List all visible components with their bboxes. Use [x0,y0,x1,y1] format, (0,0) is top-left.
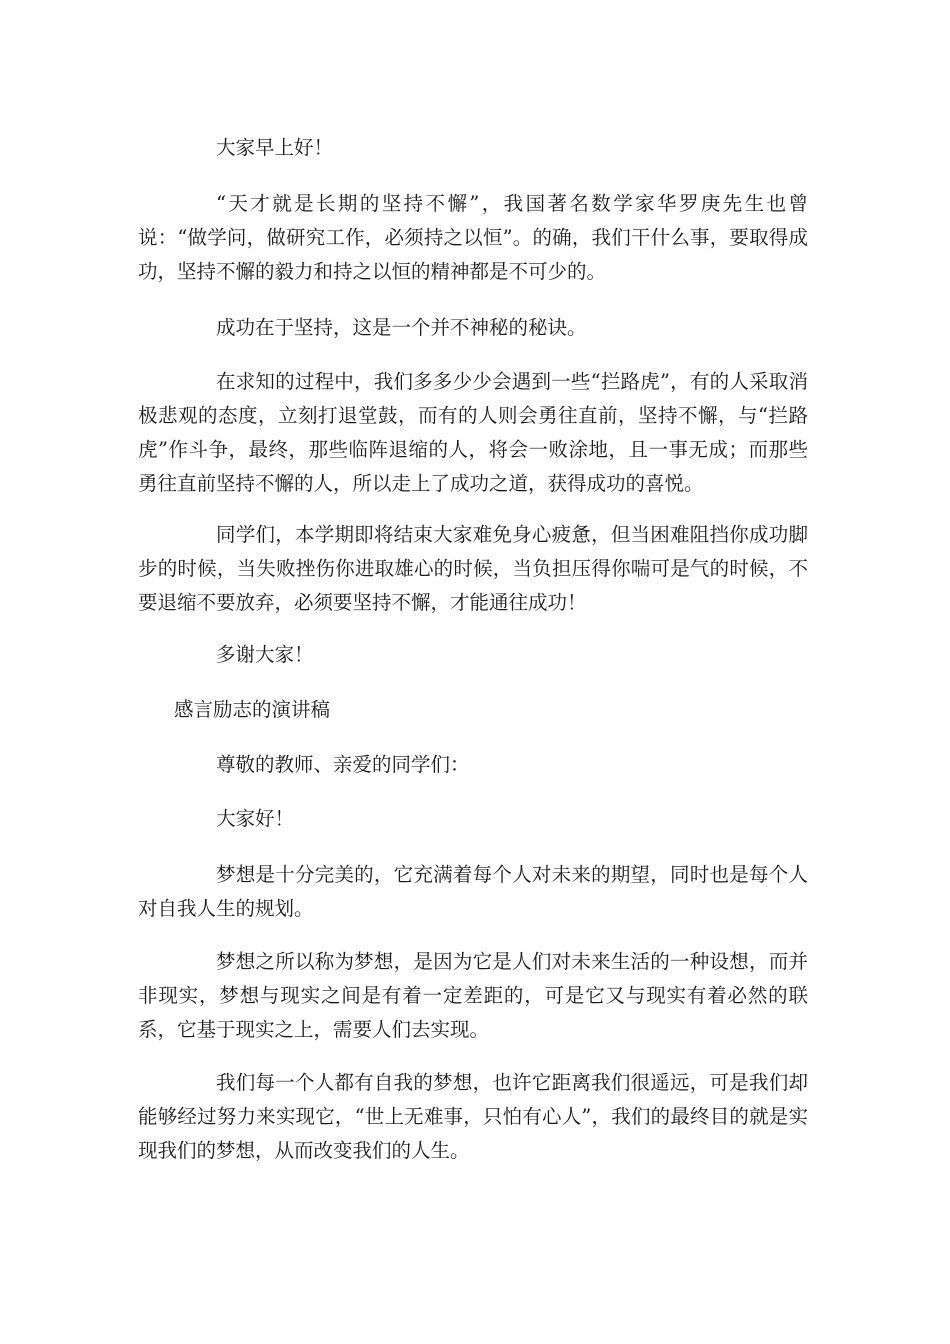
classmates-paragraph: 同学们，本学期即将结束大家难免身心疲惫，但当困难阻挡你成功脚步的时候，当失败挫伤你进取雄心的时候，当负担压得你喘可是气的时候，不要退缩不要放弃，必须要坚持不懈，才能通往成功！ [138,523,808,614]
quote-paragraph: “天才就是长期的坚持不懈”，我国著名数学家华罗庚先生也曾说：“做学问，做研究工作，必须持之以恒”。的确，我们干什么事，要取得成功，坚持不懈的毅力和持之以恒的精神都是不可少的。 [138,192,808,283]
salutation-paragraph: 尊敬的教师、亲爱的同学们： [216,753,470,776]
dream-reality-paragraph: 梦想之所以称为梦想，是因为它是人们对未来生活的一种设想，而并非现实，梦想与现实之间是有着一定差距的，可是它又与现实有着必然的联系，它基于现实之上，需要人们去实现。 [138,950,808,1041]
dream-perfect-paragraph: 梦想是十分完美的，它充满着每个人对未来的期望，同时也是每个人对自我人生的规划。 [138,863,808,920]
thanks-paragraph: 多谢大家！ [216,643,314,666]
greeting-paragraph: 大家早上好！ [216,136,334,159]
obstacles-paragraph: 在求知的过程中，我们多多少少会遇到一些“拦路虎”，有的人采取消极悲观的态度，立刻打退堂鼓，而有的人则会勇往直前，坚持不懈，与“拦路虎”作斗争，最终，那些临阵退缩的人，将会一败涂地，且一事无成；而那些勇往直前坚持不懈的人，所以走上了成功之道，获得成功的喜悦。 [138,370,808,495]
success-secret-paragraph: 成功在于坚持，这是一个并不神秘的秘诀。 [216,316,587,339]
section-title: 感言励志的演讲稿 [174,698,331,721]
hello-paragraph: 大家好！ [216,807,295,830]
dream-effort-paragraph: 我们每一个人都有自我的梦想，也许它距离我们很遥远，可是我们却能够经过努力来实现它，“世上无难事，只怕有心人”，我们的最终目的就是实现我们的梦想，从而改变我们的人生。 [138,1071,808,1162]
